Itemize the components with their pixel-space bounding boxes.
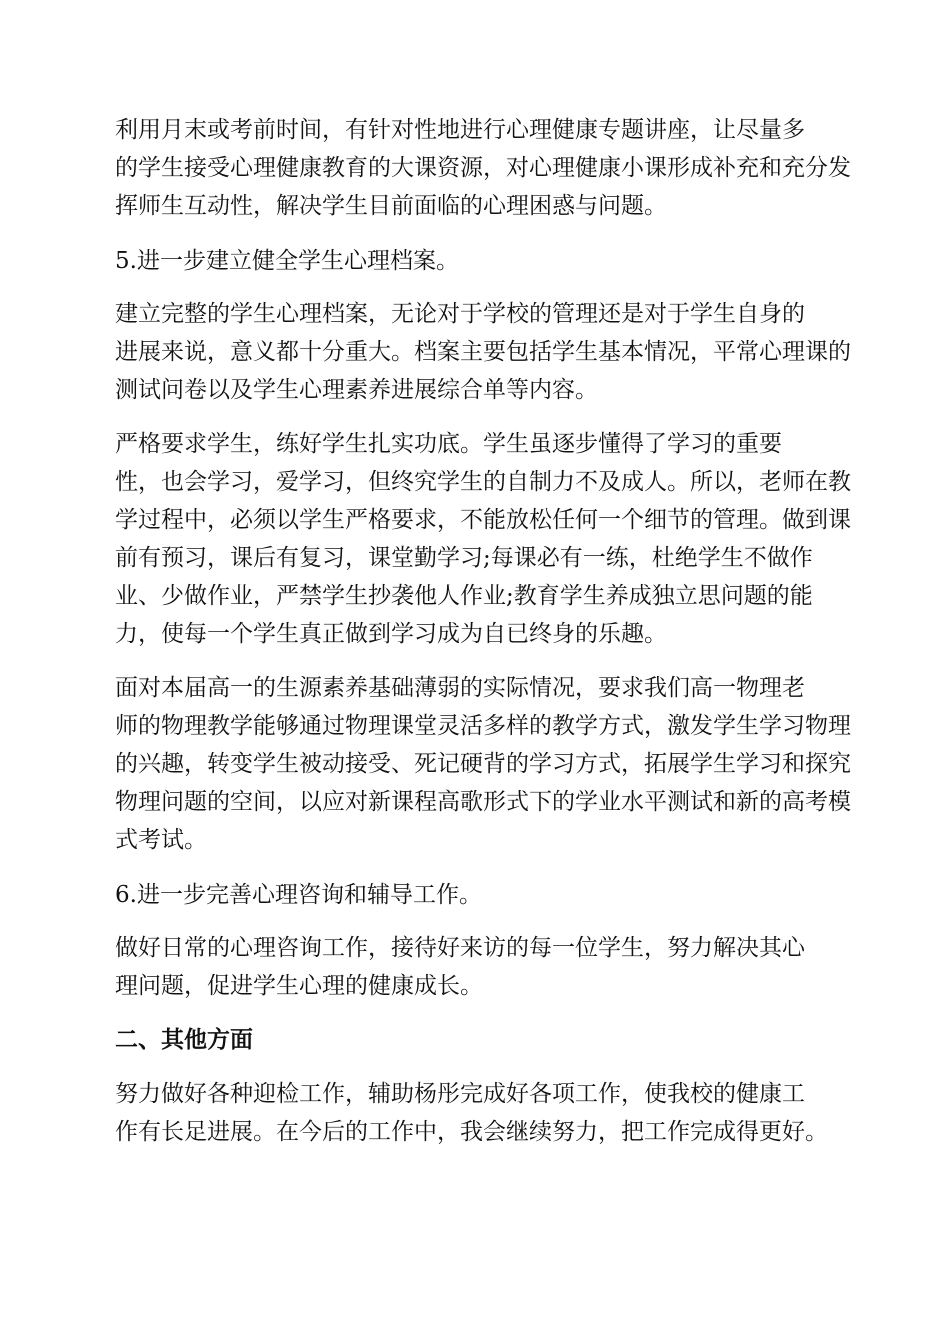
paragraph-line: 面对本届高一的生源素养基础薄弱的实际情况，要求我们高一物理老 [115, 675, 805, 701]
paragraph-line: 进展来说，意义都十分重大。档案主要包括学生基本情况，平常心理课的 [115, 339, 851, 365]
paragraph-line: 严格要求学生，练好学生扎实功底。学生虽逐步懂得了学习的重要 [115, 431, 782, 457]
paragraph-line: 式考试。 [115, 827, 207, 853]
paragraph-line: 测试问卷以及学生心理素养进展综合单等内容。 [115, 377, 598, 403]
paragraph-line: 努力做好各种迎检工作，辅助杨彤完成好各项工作，使我校的健康工 [115, 1081, 805, 1107]
paragraph-line: 业、少做作业，严禁学生抄袭他人作业;教育学生养成独立思问题的能 [115, 583, 813, 609]
paragraph-line: 前有预习，课后有复习，课堂勤学习;每课必有一练，杜绝学生不做作 [115, 545, 813, 571]
paragraph-line: 作有长足进展。在今后的工作中，我会继续努力，把工作完成得更好。 [115, 1119, 828, 1145]
paragraph-line: 学过程中，必须以学生严格要求，不能放松任何一个细节的管理。做到课 [115, 507, 851, 533]
list-item-heading: 6.进一步完善心理咨询和辅导工作。 [115, 882, 482, 908]
paragraph-line: 挥师生互动性，解决学生目前面临的心理困惑与问题。 [115, 193, 667, 219]
paragraph-line: 性，也会学习，爱学习，但终究学生的自制力不及成人。所以，老师在教 [115, 469, 851, 495]
paragraph-line: 理问题，促进学生心理的健康成长。 [115, 973, 483, 999]
paragraph-line: 力，使每一个学生真正做到学习成为自已终身的乐趣。 [115, 621, 667, 647]
section-heading: 二、其他方面 [115, 1027, 253, 1053]
paragraph-line: 做好日常的心理咨询工作，接待好来访的每一位学生，努力解决其心 [115, 935, 805, 961]
paragraph-line: 物理问题的空间，以应对新课程高歌形式下的学业水平测试和新的高考模 [115, 789, 851, 815]
paragraph-line: 利用月末或考前时间，有针对性地进行心理健康专题讲座，让尽量多 [115, 117, 805, 143]
list-item-heading: 5.进一步建立健全学生心理档案。 [115, 248, 459, 274]
paragraph-line: 师的物理教学能够通过物理课堂灵活多样的教学方式，激发学生学习物理 [115, 713, 851, 739]
paragraph-line: 的兴趣，转变学生被动接受、死记硬背的学习方式，拓展学生学习和探究 [115, 751, 851, 777]
paragraph-line: 的学生接受心理健康教育的大课资源，对心理健康小课形成补充和充分发 [115, 155, 851, 181]
paragraph-line: 建立完整的学生心理档案，无论对于学校的管理还是对于学生自身的 [115, 301, 805, 327]
